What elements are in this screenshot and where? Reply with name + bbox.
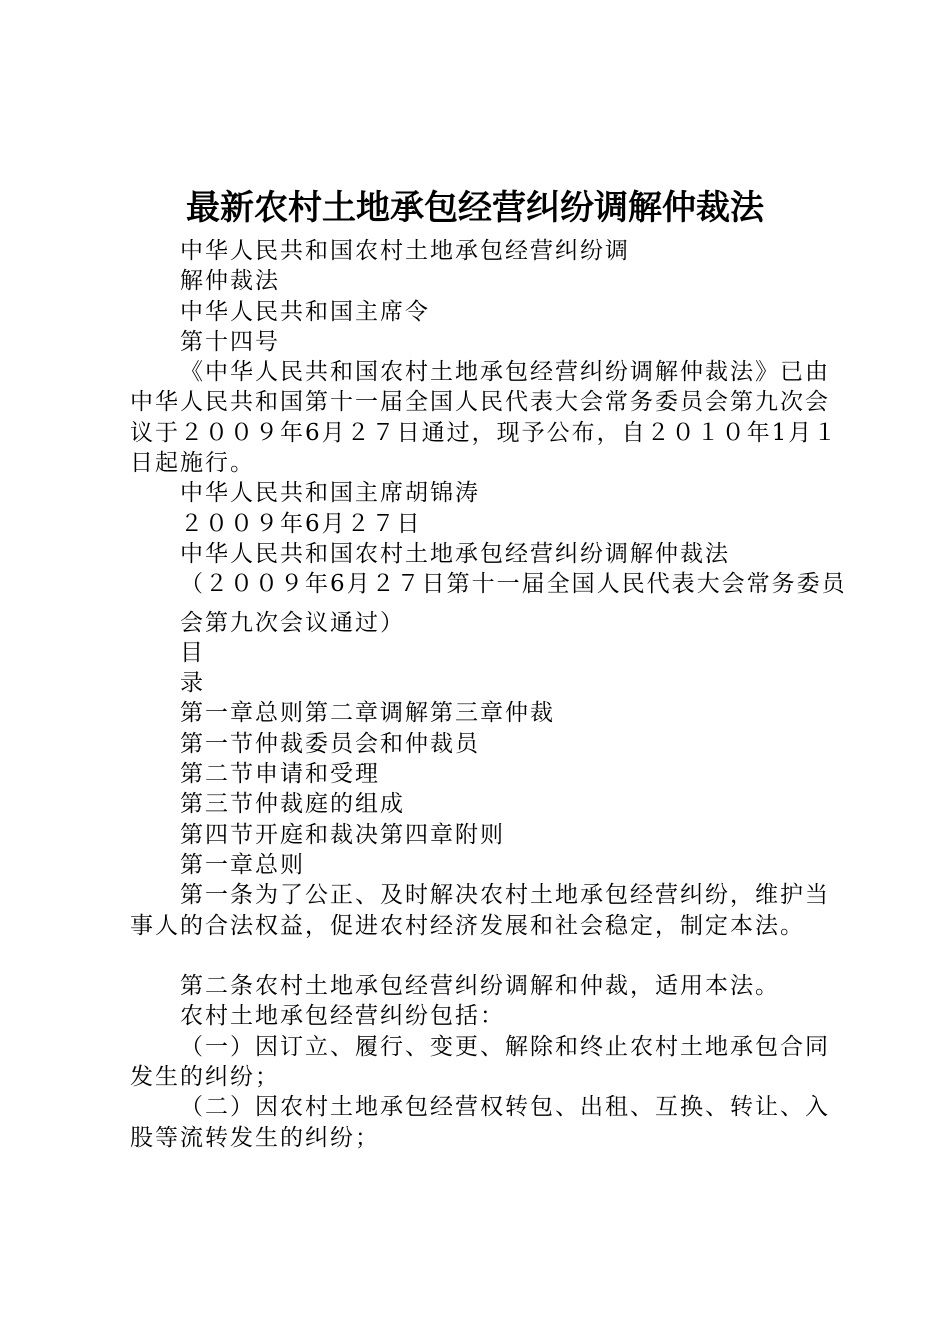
- toc-line: 第四节开庭和裁决第四章附则: [180, 821, 505, 848]
- article-1: 第一条为了公正、及时解决农村土地承包经营纠纷，维护当事人的合法权益，促进农村经济发展和社会稳定，制定本法。: [130, 882, 830, 939]
- document-title: 最新农村土地承包经营纠纷调解仲裁法: [186, 188, 764, 228]
- toc-line: 第二节申请和受理: [180, 761, 380, 788]
- law-title-line: 中华人民共和国农村土地承包经营纠纷调解仲裁法: [180, 540, 730, 567]
- president-signature: 中华人民共和国主席胡锦涛: [180, 480, 480, 507]
- toc-line: 第一节仲裁委员会和仲裁员: [180, 730, 480, 757]
- toc-label-lu: 录: [180, 670, 205, 697]
- signature-date: ２００９年6月２７日: [180, 510, 422, 537]
- article-2-item-2: （二）因农村土地承包经营权转包、出租、互换、转让、入股等流转发生的纠纷；: [130, 1094, 830, 1151]
- toc-line: 第一章总则第二章调解第三章仲裁: [180, 700, 555, 727]
- document-body: [130, 236, 850, 1153]
- decree-heading: 中华人民共和国主席令: [180, 298, 430, 325]
- law-name-line-1: 中华人民共和国农村土地承包经营纠纷调: [180, 238, 630, 264]
- article-2: 第二条农村土地承包经营纠纷调解和仲裁，适用本法。: [180, 973, 780, 1000]
- article-2-scope: 农村土地承包经营纠纷包括：: [180, 1003, 505, 1030]
- decree-number: 第十四号: [180, 328, 280, 355]
- promulgation-paragraph: 《中华人民共和国农村土地承包经营纠纷调解仲裁法》已由中华人民共和国第十一届全国人民代表大会常务委员会第九次会议于２００９年6月２７日通过，现予公布，自２０１０年1月１日起施行。: [130, 359, 839, 477]
- adoption-note: （２００９年6月２７日第十一届全国人民代表大会常务委员: [180, 571, 847, 598]
- toc-line: 第三节仲裁庭的组成: [180, 791, 405, 818]
- toc-label-mu: 目: [180, 639, 205, 666]
- chapter-one-heading: 第一章总则: [180, 851, 305, 878]
- adoption-note-continued: 会第九次会议通过）: [180, 609, 405, 636]
- article-2-item-1: （一）因订立、履行、变更、解除和终止农村土地承包合同发生的纠纷；: [130, 1033, 830, 1091]
- law-name-line-2: 解仲裁法: [180, 268, 280, 295]
